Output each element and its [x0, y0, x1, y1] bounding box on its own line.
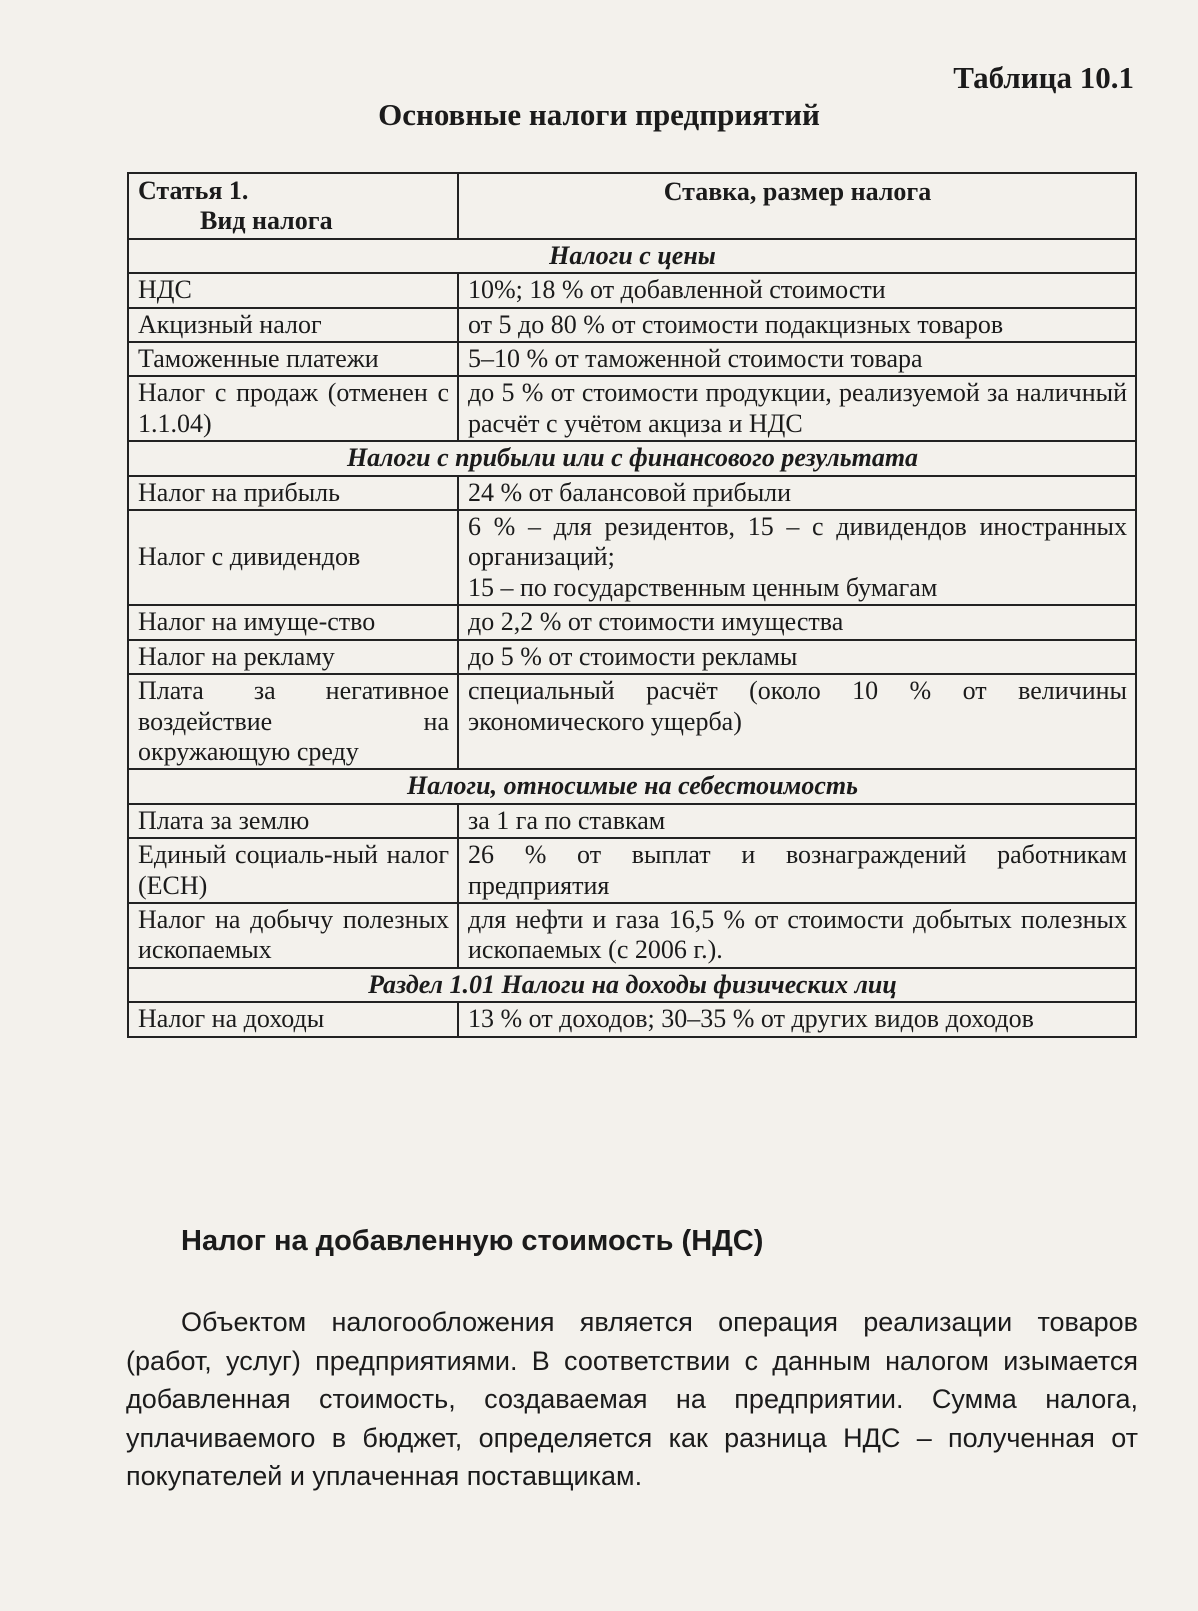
section-title-prices: Налоги с цены [128, 239, 1136, 273]
table-row [128, 1002, 1136, 1036]
section-row [128, 441, 1136, 475]
table-row [128, 510, 1136, 605]
table-row [128, 838, 1136, 903]
tax-rate: 5–10 % от таможенной стоимости товара [458, 342, 1136, 376]
tax-name: НДС [128, 273, 458, 307]
table-row [128, 342, 1136, 376]
tax-name: Единый социаль-ный налог (ЕСН) [128, 838, 458, 903]
header-tax-type [128, 173, 458, 239]
section-title-profit: Налоги с прибыли или с финансового результата [128, 441, 1136, 475]
tax-name: Налог на добычу полезных ископаемых [128, 903, 458, 968]
tax-rate: специальный расчёт (около 10 % от величины экономического ущерба) [458, 674, 1136, 769]
table-row [128, 308, 1136, 342]
tax-name: Плата за негативное воздействие на окружающую среду [128, 674, 458, 769]
tax-rate: 26 % от выплат и вознаграждений работникам предприятия [458, 838, 1136, 903]
table-row [128, 804, 1136, 838]
tax-name: Таможенные платежи [128, 342, 458, 376]
table-row [128, 903, 1136, 968]
tax-name: Плата за землю [128, 804, 458, 838]
tax-rate-line: 6 % – для резидентов, 15 – с дивидендов иностранных организаций; [468, 512, 1127, 572]
section-title-cost: Налоги, относимые на себестоимость [128, 769, 1136, 803]
section-row [128, 239, 1136, 273]
table-number-label: Таблица 10.1 [953, 60, 1134, 95]
tax-rate: от 5 до 80 % от стоимости подакцизных товаров [458, 308, 1136, 342]
table-row [128, 674, 1136, 769]
table-row [128, 376, 1136, 441]
tax-name: Налог на доходы [128, 1002, 458, 1036]
tax-name: Налог на имуще-ство [128, 605, 458, 639]
tax-name: Налог на прибыль [128, 476, 458, 510]
tax-name: Акцизный налог [128, 308, 458, 342]
header-tax-kind: Вид налога [200, 206, 333, 236]
tax-rate-line: 15 – по государственным ценным бумагам [468, 572, 938, 602]
tax-name: Налог с дивидендов [128, 510, 458, 605]
table-row [128, 640, 1136, 674]
section-row [128, 968, 1136, 1002]
tax-rate [458, 510, 1136, 605]
header-article: Статья 1. [138, 176, 249, 205]
tax-rate: для нефти и газа 16,5 % от стоимости добытых полезных ископаемых (с 2006 г.). [458, 903, 1136, 968]
table-row [128, 273, 1136, 307]
table-title: Основные налоги предприятий [378, 97, 820, 132]
tax-rate: 24 % от балансовой прибыли [458, 476, 1136, 510]
tax-rate: до 5 % от стоимости рекламы [458, 640, 1136, 674]
tax-name: Налог с продаж (отменен с 1.1.04) [128, 376, 458, 441]
section-heading: Налог на добавленную стоимость (НДС) [181, 1225, 764, 1257]
tax-rate: до 2,2 % от стоимости имущества [458, 605, 1136, 639]
tax-rate: 10%; 18 % от добавленной стоимости [458, 273, 1136, 307]
table-row [128, 476, 1136, 510]
table-header-row [128, 173, 1136, 239]
header-rate: Ставка, размер налога [458, 173, 1136, 239]
tax-rate: за 1 га по ставкам [458, 804, 1136, 838]
table-row [128, 605, 1136, 639]
tax-rate: до 5 % от стоимости продукции, реализуемой за наличный расчёт с учётом акциза и НДС [458, 376, 1136, 441]
body-paragraph: Объектом налогообложения является операция реализации товаров (работ, услуг) предприятиями. В соответствии с данным налогом изымается добавленная стоимость, создаваемая на предприятии. Сумма налога, уплачиваемого в бюджет, определяется как разница НДС – полученная от покупателей и уплаченная поставщикам. [126, 1307, 1138, 1491]
tax-name: Налог на рекламу [128, 640, 458, 674]
section-row [128, 769, 1136, 803]
section-title-personal: Раздел 1.01 Налоги на доходы физических лиц [128, 968, 1136, 1002]
taxes-table [127, 172, 1137, 1038]
tax-rate: 13 % от доходов; 30–35 % от других видов доходов [458, 1002, 1136, 1036]
